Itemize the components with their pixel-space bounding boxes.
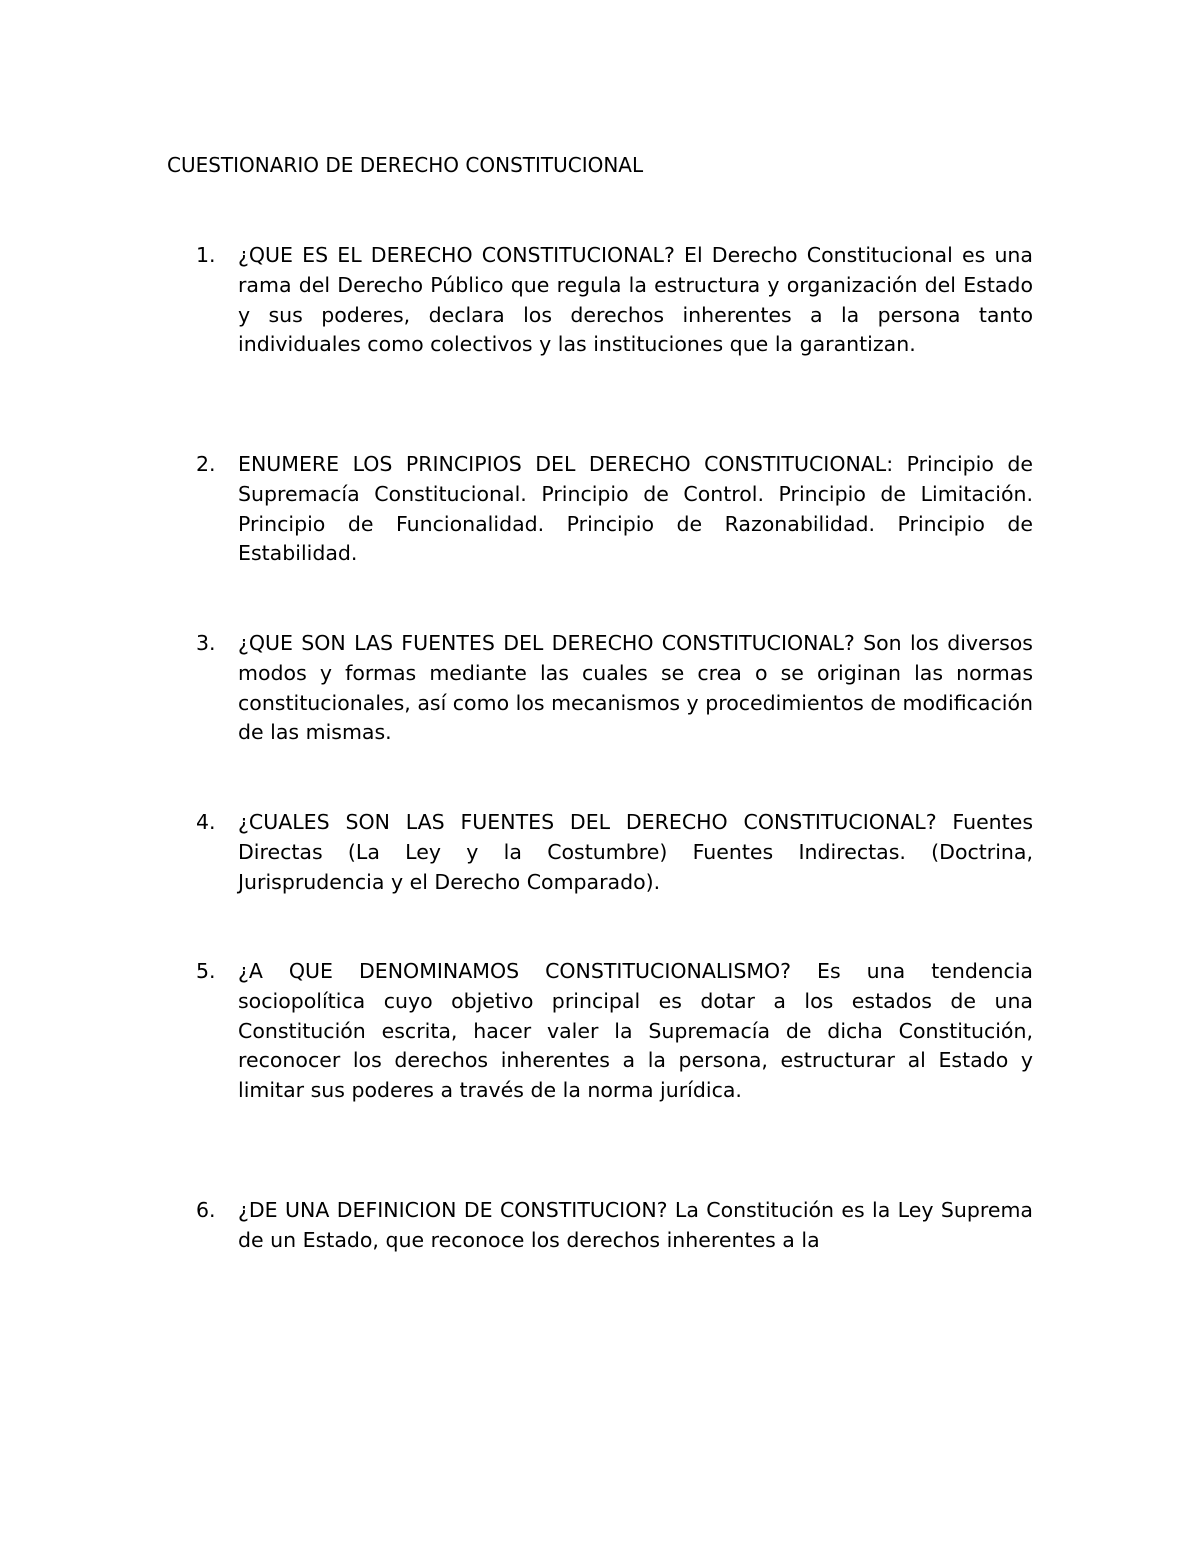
question-text: ¿A QUE DENOMINAMOS CONSTITUCIONALISMO? Es una tendencia sociopolítica cuyo objetivo principal es dotar a los estados de una Constitución escrita, hacer valer la Supremacía de dicha Constitución, reconocer los derechos inherentes a la persona, estructurar al Estado y limitar sus poderes a través de la norma jurídica. <box>238 959 1033 1103</box>
document-title: CUESTIONARIO DE DERECHO CONSTITUCIONAL <box>167 153 644 177</box>
question-text: ENUMERE LOS PRINCIPIOS DEL DERECHO CONSTITUCIONAL: Principio de Supremacía Constitucional. Principio de Control. Principio de Limitación. Principio de Funcionalidad. Principio de Razonabilidad. Principio de Estabilidad. <box>238 452 1033 566</box>
question-text: ¿DE UNA DEFINICION DE CONSTITUCION? La Constitución es la Ley Suprema de un Estado, que reconoce los derechos inherentes a la <box>238 1198 1033 1252</box>
question-text: ¿CUALES SON LAS FUENTES DEL DERECHO CONSTITUCIONAL? Fuentes Directas (La Ley y la Costumbre) Fuentes Indirectas. (Doctrina, Jurisprudencia y el Derecho Comparado). <box>238 810 1033 894</box>
question-number: 2. <box>196 452 216 476</box>
question-text: ¿QUE SON LAS FUENTES DEL DERECHO CONSTITUCIONAL? Son los diversos modos y formas mediante las cuales se crea o se originan las normas constitucionales, así como los mecanismos y procedimientos de modificación de las mismas. <box>238 631 1033 745</box>
question-number: 3. <box>196 631 216 655</box>
question-text: ¿QUE ES EL DERECHO CONSTITUCIONAL? El Derecho Constitucional es una rama del Derecho Público que regula la estructura y organización del Estado y sus poderes, declara los derechos inherentes a la persona tanto individuales como colectivos y las instituciones que la garantizan. <box>238 243 1033 357</box>
question-number: 6. <box>196 1198 216 1222</box>
question-number: 1. <box>196 243 216 267</box>
question-number: 5. <box>196 959 216 983</box>
question-number: 4. <box>196 810 216 834</box>
